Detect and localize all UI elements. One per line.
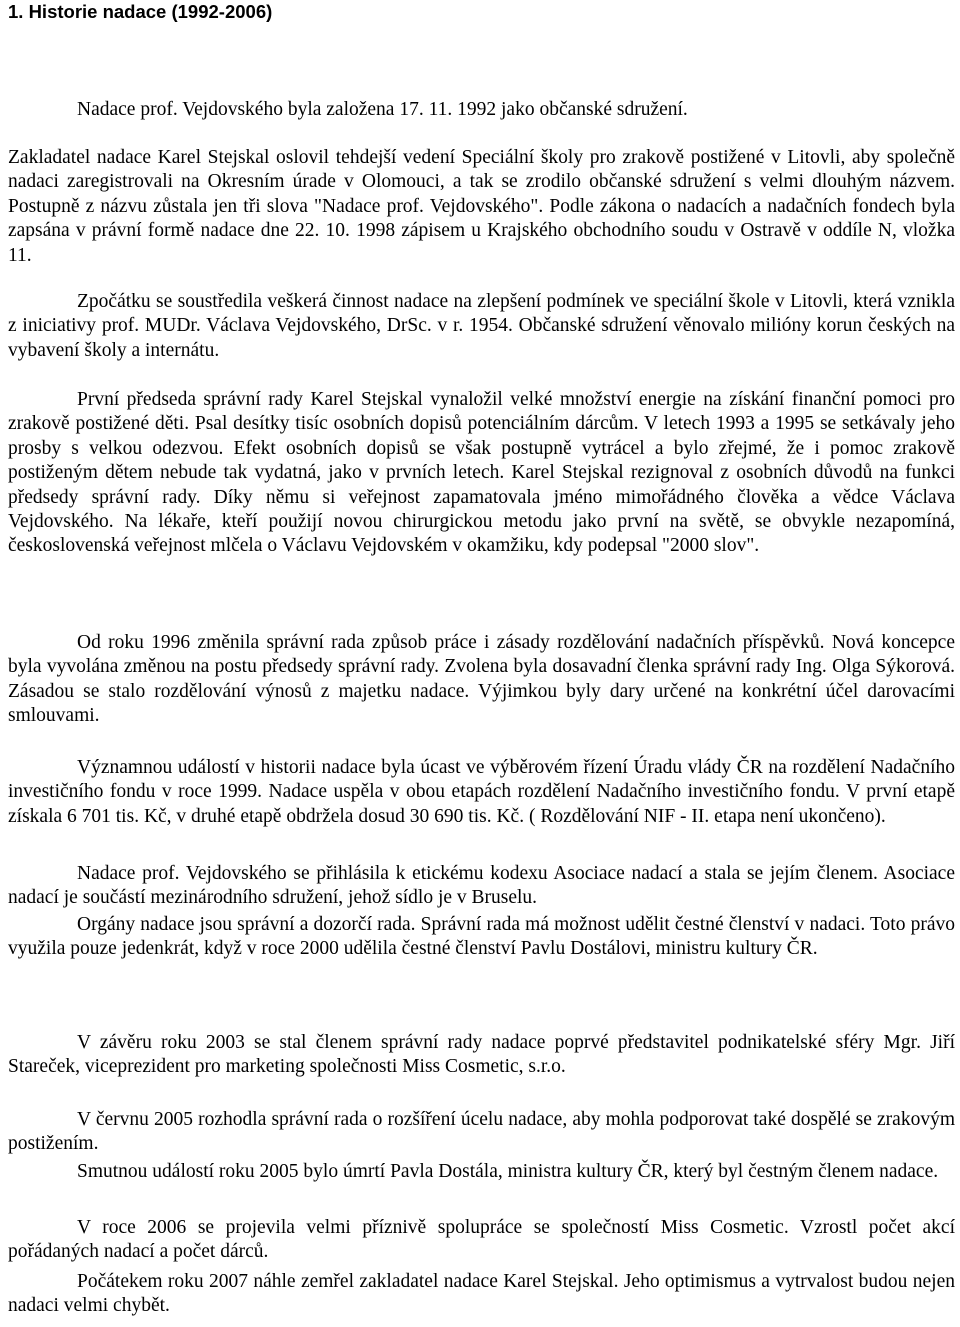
paragraph-beginnings: Zpočátku se soustředila veškerá činnost nadace na zlepšení podmínek ve speciální škole v Litovli, která vznikla z iniciativy prof. MUDr. Václava Vejdovského, DrSc. v r. 1954. Občanské sdružení věnovalo milióny korun českých na vybavení školy a internátu. — [8, 291, 955, 361]
paragraph-association: Nadace prof. Vejdovského se přihlásila k etickému kodexu Asociace nadací a stala se jejím členem. Asociace nadací je součástí mezinárodního sdružení, jehož sídlo je v Bruselu. — [8, 863, 955, 909]
paragraph-2003: V závěru roku 2003 se stal členem správní rady nadace poprvé představitel podnikatelské sféry Mgr. Jiří Stareček, viceprezident pro marketing společnosti Miss Cosmetic, s.r.o. — [8, 1032, 955, 1078]
paragraph-bodies: Orgány nadace jsou správní a dozorčí rada. Správní rada má možnost udělit čestné členství v nadaci. Toto právo využila pouze jedenkrát, když v roce 2000 udělila čestné členství Pavlu Dostálovi, ministru kultury ČR. — [8, 914, 955, 960]
paragraph-first-chairman: První předseda správní rady Karel Stejskal vynaložil velké množství energie na získání finanční pomoci pro zrakově postižené děti. Psal desítky tisíc osobních dopisů potenciálním dárcům. V letech 1993 a 1995 se setkávaly jeho prosby s velkou odezvou. Efekt osobních dopisů se však postupně vytrácel a bylo zřejmé, že i pomoc zrakově postiženým dětem nebude tak vydatná, jako v prvních letech. Karel Stejskal rezignoval z osobních důvodů na funkci předsedy správní rady. Díky němu si veřejnost zapamatovala jméno mimořádného člověka a vědce Václava Vejdovského. Na lékaře, kteří použijí novou chirurgickou metodu jako první na světě, se obvykle nezapomíná, československá veřejnost mlčela o Václavu Vejdovském v okamžiku, kdy podepsal "2000 slov". — [8, 389, 955, 557]
paragraph-2007: Počátekem roku 2007 náhle zemřel zakladatel nadace Karel Stejskal. Jeho optimismus a vytrvalost budou nejen nadaci velmi chybět. — [8, 1271, 955, 1317]
paragraph-nif: Významnou událostí v historii nadace byla úcast ve výběrovém řízení Úradu vlády ČR na rozdělení Nadačního investičního fondu v roce 1999. Nadace uspěla v obou etapách rozdělení Nadačního investičního fondu. V první etapě získala 6 701 tis. Kč, v druhé etapě obdržela dosud 30 690 tis. Kč. ( Rozdělování NIF - II. etapa není ukončeno). — [8, 757, 955, 827]
section-heading: 1. Historie nadace (1992-2006) — [8, 1, 273, 22]
paragraph-2005-death: Smutnou událostí roku 2005 bylo úmrtí Pavla Dostála, ministra kultury ČR, který byl čestným členem nadace. — [77, 1161, 939, 1182]
paragraph-founding: Nadace prof. Vejdovského byla založena 17. 11. 1992 jako občanské sdružení. — [77, 99, 688, 120]
paragraph-2006: V roce 2006 se projevila velmi příznivě spolupráce se společností Miss Cosmetic. Vzrostl počet akcí pořádaných nadací a počet dárců. — [8, 1217, 955, 1263]
paragraph-2005-purpose: V červnu 2005 rozhodla správní rada o rozšíření úcelu nadace, aby mohla podporovat také dospělé se zrakovým postižením. — [8, 1109, 955, 1155]
paragraph-founder: Zakladatel nadace Karel Stejskal oslovil tehdejší vedení Speciální školy pro zrakově postižené v Litovli, aby společně nadaci zaregistrovali na Okresním úrade v Olomouci, a tak se zrodilo občanské sdružení s velmi dlouhým názvem. Postupně z názvu zůstala jen tři slova "Nadace prof. Vejdovského". Podle zákona o nadacích a nadačních fondech byla zapsána v právní formě nadace dne 22. 10. 1998 zápisem u Krajského obchodního soudu v Ostravě v oddíle N, vložka 11. — [8, 147, 955, 266]
paragraph-new-concept: Od roku 1996 změnila správní rada způsob práce i zásady rozdělování nadačních příspěvků. Nová koncepce byla vyvolána změnou na postu předsedy správní rady. Zvolena byla dosavadní členka správní rady Ing. Olga Sýkorová. Zásadou se stalo rozdělování výnosů z majetku nadace. Výjimkou byly dary určené na konkrétní účel darovacími smlouvami. — [8, 632, 955, 727]
